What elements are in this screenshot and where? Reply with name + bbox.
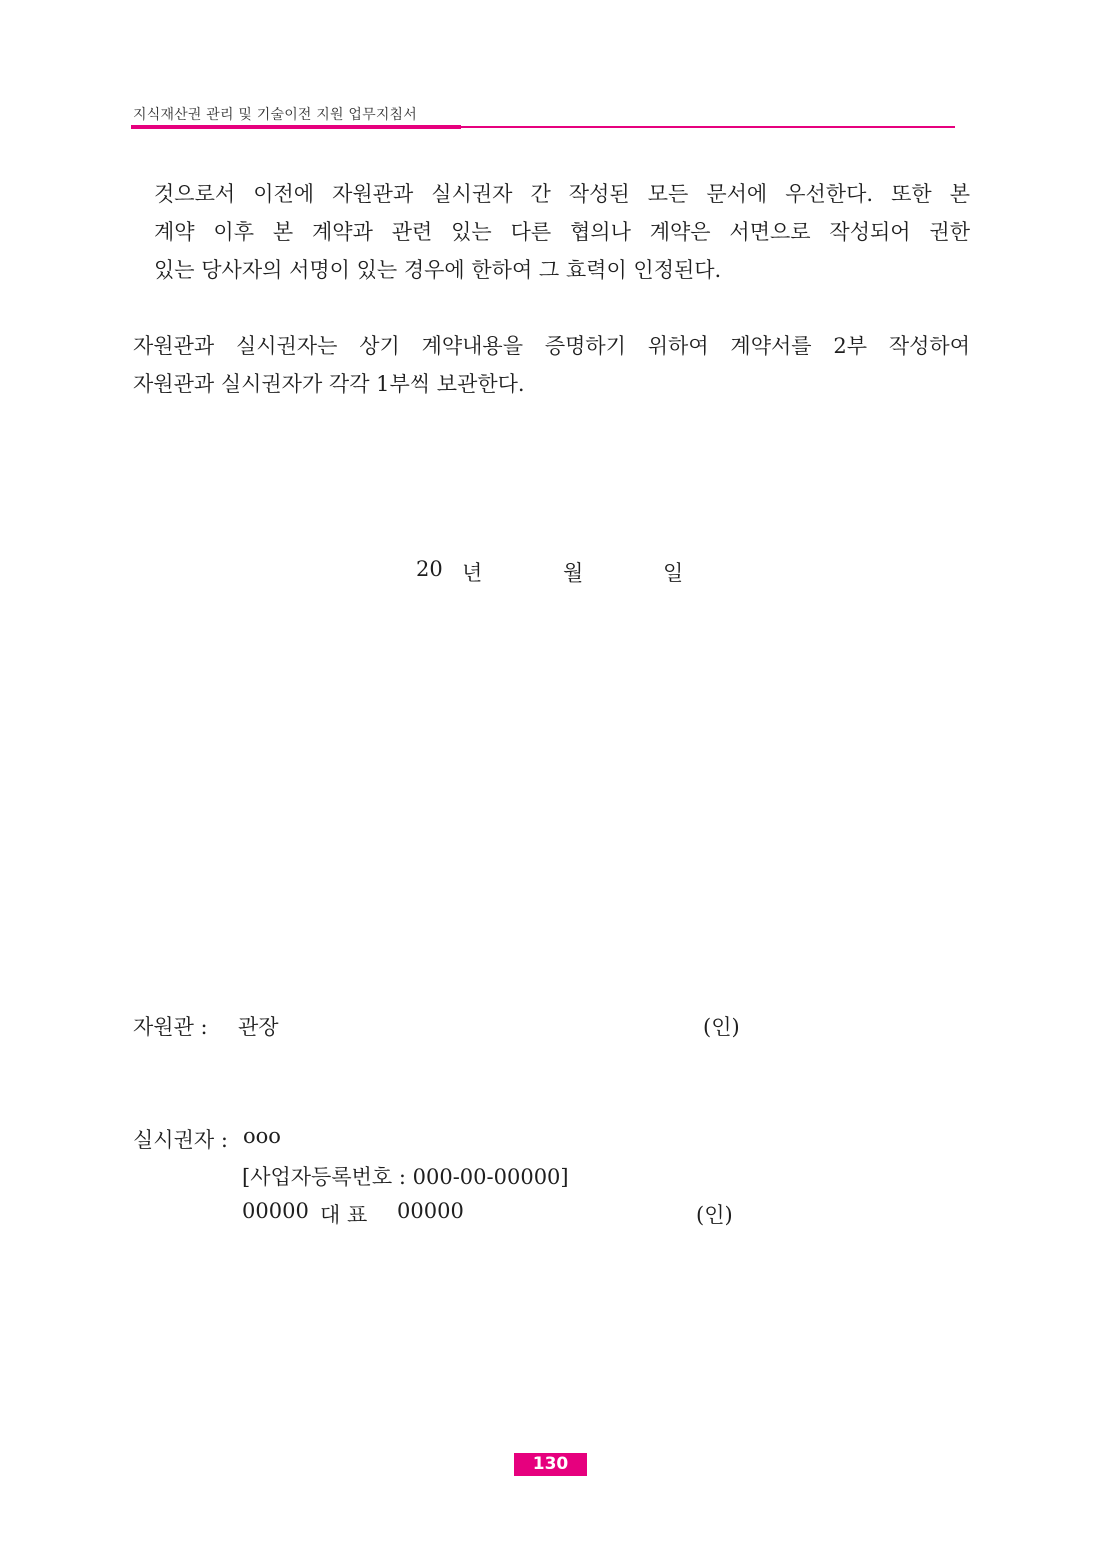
party2-label: 실시권자 : — [133, 1128, 228, 1152]
header-title: 지식재산권 관리 및 기술이전 지원 업무지침서 — [133, 107, 418, 123]
paragraph-line: 있는 당사자의 서명이 있는 경우에 한하여 그 효력이 인정된다. — [154, 258, 722, 282]
party2-rep-label: 대 표 — [320, 1203, 368, 1227]
date-year-label: 년 — [462, 561, 483, 585]
paragraph-line: 계약 이후 본 계약과 관련 있는 다른 협의나 계약은 서면으로 작성되어 권한 — [154, 220, 970, 244]
paragraph-effect-clause — [154, 175, 970, 289]
party2-company: 00000 — [242, 1199, 309, 1223]
date-day-label: 일 — [663, 561, 684, 585]
paragraph-line: 자원관과 실시권자는 상기 계약내용을 증명하기 위하여 계약서를 2부 작성하여 — [133, 334, 970, 358]
date-month-label: 월 — [563, 561, 584, 585]
party2-business-number: [사업자등록번호 : 000-00-00000] — [242, 1165, 569, 1189]
date-year-prefix: 20 — [416, 557, 443, 581]
party1-seal: (인) — [703, 1015, 740, 1039]
party2-seal: (인) — [696, 1203, 733, 1227]
party2-name: ooo — [243, 1124, 281, 1148]
party2-rep-name: 00000 — [397, 1199, 464, 1223]
page-number-badge: 130 — [514, 1453, 587, 1476]
paragraph-copies-clause — [133, 327, 970, 403]
party1-label: 자원관 : — [133, 1015, 208, 1039]
paragraph-line: 것으로서 이전에 자원관과 실시권자 간 작성된 모든 문서에 우선한다. 또한 본 — [154, 182, 970, 206]
header-accent-rule — [131, 125, 461, 129]
party1-title: 관장 — [238, 1015, 279, 1039]
header-rule — [461, 126, 955, 128]
paragraph-line: 자원관과 실시권자가 각각 1부씩 보관한다. — [133, 372, 525, 396]
